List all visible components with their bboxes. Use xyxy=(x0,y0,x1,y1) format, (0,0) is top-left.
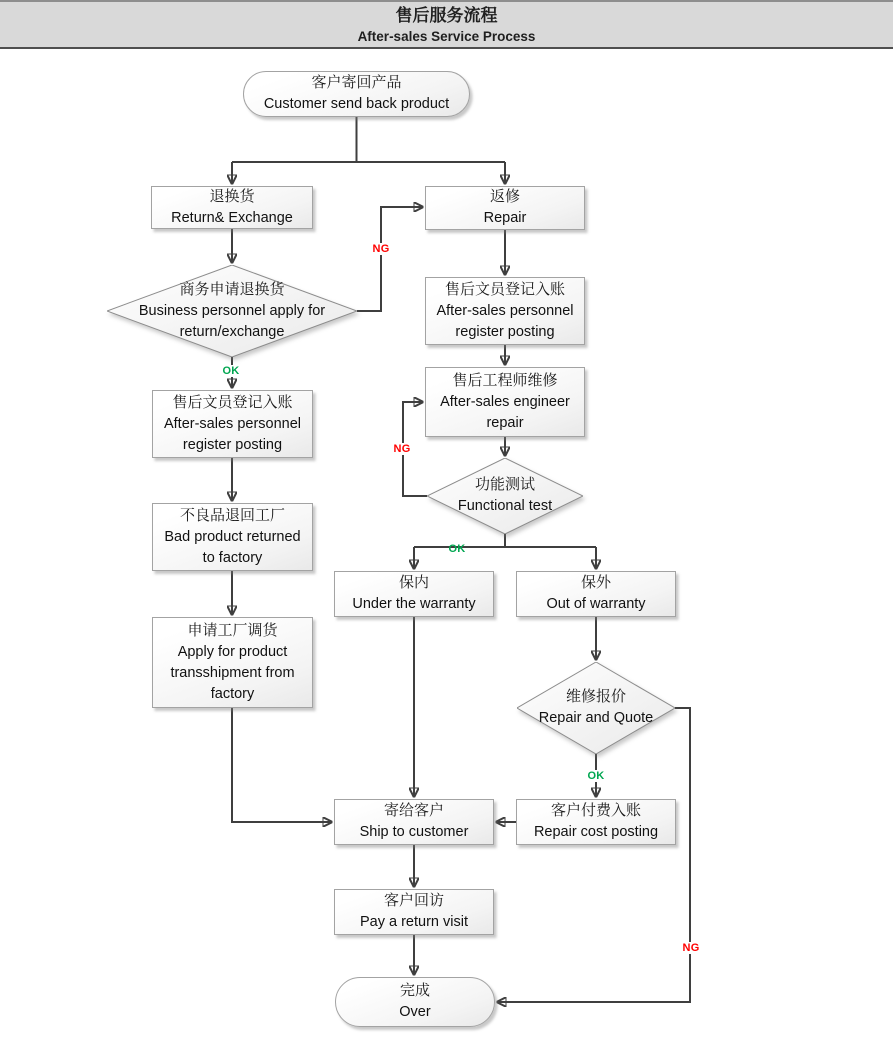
node-apply-factory-zh: 申请工厂调货 xyxy=(187,622,278,639)
decision-functional-test-en: Functional test xyxy=(457,498,553,514)
decision-functional-test-zh: 功能测试 xyxy=(474,477,535,493)
decision-business-apply-en1: Business personnel apply for xyxy=(138,302,326,319)
node-bad-product-en1: Bad product returned xyxy=(164,528,301,545)
node-engineer-repair xyxy=(425,367,585,437)
decision-business-apply-en2: return/exchange xyxy=(179,323,285,340)
node-bad-product-zh: 不良品退回工厂 xyxy=(179,507,285,524)
node-customer-send-back-zh: 客户寄回产品 xyxy=(311,75,402,91)
node-register-right-en1: After-sales personnel xyxy=(436,302,574,319)
edge-label-ok-functional-test: OK xyxy=(448,543,466,555)
node-over-en: Over xyxy=(399,1004,431,1020)
edge-label-ng-repair-quote: NG xyxy=(682,942,700,954)
node-ship-to-customer xyxy=(334,799,494,845)
page-title: 售后服务流程 xyxy=(395,5,498,25)
node-return-visit xyxy=(334,889,494,935)
decision-business-apply-zh: 商务申请退换货 xyxy=(179,281,285,298)
node-engineer-repair-zh: 售后工程师维修 xyxy=(452,372,558,389)
node-out-of-warranty-en: Out of warranty xyxy=(546,596,646,612)
node-bad-product-en2: to factory xyxy=(202,549,263,566)
node-repair xyxy=(425,186,585,230)
node-ship-to-customer-zh: 寄给客户 xyxy=(383,803,444,819)
node-return-visit-en: Pay a return visit xyxy=(360,914,468,930)
node-return-visit-zh: 客户回访 xyxy=(383,893,444,909)
node-repair-en: Repair xyxy=(483,210,527,226)
node-over-zh: 完成 xyxy=(399,983,430,999)
node-under-warranty xyxy=(334,571,494,617)
node-apply-factory-en2: transshipment from xyxy=(170,664,295,681)
node-engineer-repair-en2: repair xyxy=(486,414,524,431)
decision-repair-quote-en: Repair and Quote xyxy=(538,710,654,726)
node-register-left-en1: After-sales personnel xyxy=(163,415,301,432)
node-customer-send-back-en: Customer send back product xyxy=(263,96,450,112)
node-apply-factory-en3: factory xyxy=(210,685,255,702)
page-subtitle: After-sales Service Process xyxy=(357,28,536,44)
node-repair-cost-posting-zh: 客户付费入账 xyxy=(550,803,641,819)
node-customer-send-back xyxy=(243,71,470,117)
node-repair-cost-posting xyxy=(516,799,676,845)
node-return-exchange-en: Return& Exchange xyxy=(171,209,293,226)
node-engineer-repair-en1: After-sales engineer xyxy=(440,393,570,410)
node-apply-factory-transshipment xyxy=(152,617,313,708)
node-register-left-en2: register posting xyxy=(182,436,283,453)
node-register-left-zh: 售后文员登记入账 xyxy=(172,394,293,411)
node-register-posting-left xyxy=(152,390,313,458)
node-register-right-zh: 售后文员登记入账 xyxy=(444,281,565,298)
decision-repair-quote xyxy=(517,662,675,754)
node-return-exchange xyxy=(151,186,313,229)
edge-decision-ng-to-repair xyxy=(357,207,423,311)
edge-apply-factory-to-ship xyxy=(232,708,332,822)
edge-label-ng-functional-test: NG xyxy=(393,443,411,455)
node-repair-cost-posting-en: Repair cost posting xyxy=(533,824,659,840)
node-repair-zh: 返修 xyxy=(489,189,520,205)
node-bad-product-returned xyxy=(152,503,313,571)
decision-functional-test xyxy=(427,458,583,534)
decision-repair-quote-zh: 维修报价 xyxy=(565,689,626,705)
node-under-warranty-zh: 保内 xyxy=(398,575,429,591)
edge-label-ok-repair-quote: OK xyxy=(587,770,605,782)
node-out-of-warranty-zh: 保外 xyxy=(580,575,611,591)
node-register-posting-right xyxy=(425,277,585,345)
node-under-warranty-en: Under the warranty xyxy=(352,596,476,612)
edge-label-ok-apply-return: OK xyxy=(222,365,240,377)
node-out-of-warranty xyxy=(516,571,676,617)
edge-label-ng-apply-return: NG xyxy=(372,243,390,255)
node-return-exchange-zh: 退换货 xyxy=(209,188,255,205)
header-bar xyxy=(0,0,893,49)
node-apply-factory-en1: Apply for product xyxy=(177,643,288,660)
node-ship-to-customer-en: Ship to customer xyxy=(359,824,469,840)
decision-business-apply-return xyxy=(107,265,357,357)
node-over xyxy=(335,977,495,1027)
node-register-right-en2: register posting xyxy=(455,323,555,340)
